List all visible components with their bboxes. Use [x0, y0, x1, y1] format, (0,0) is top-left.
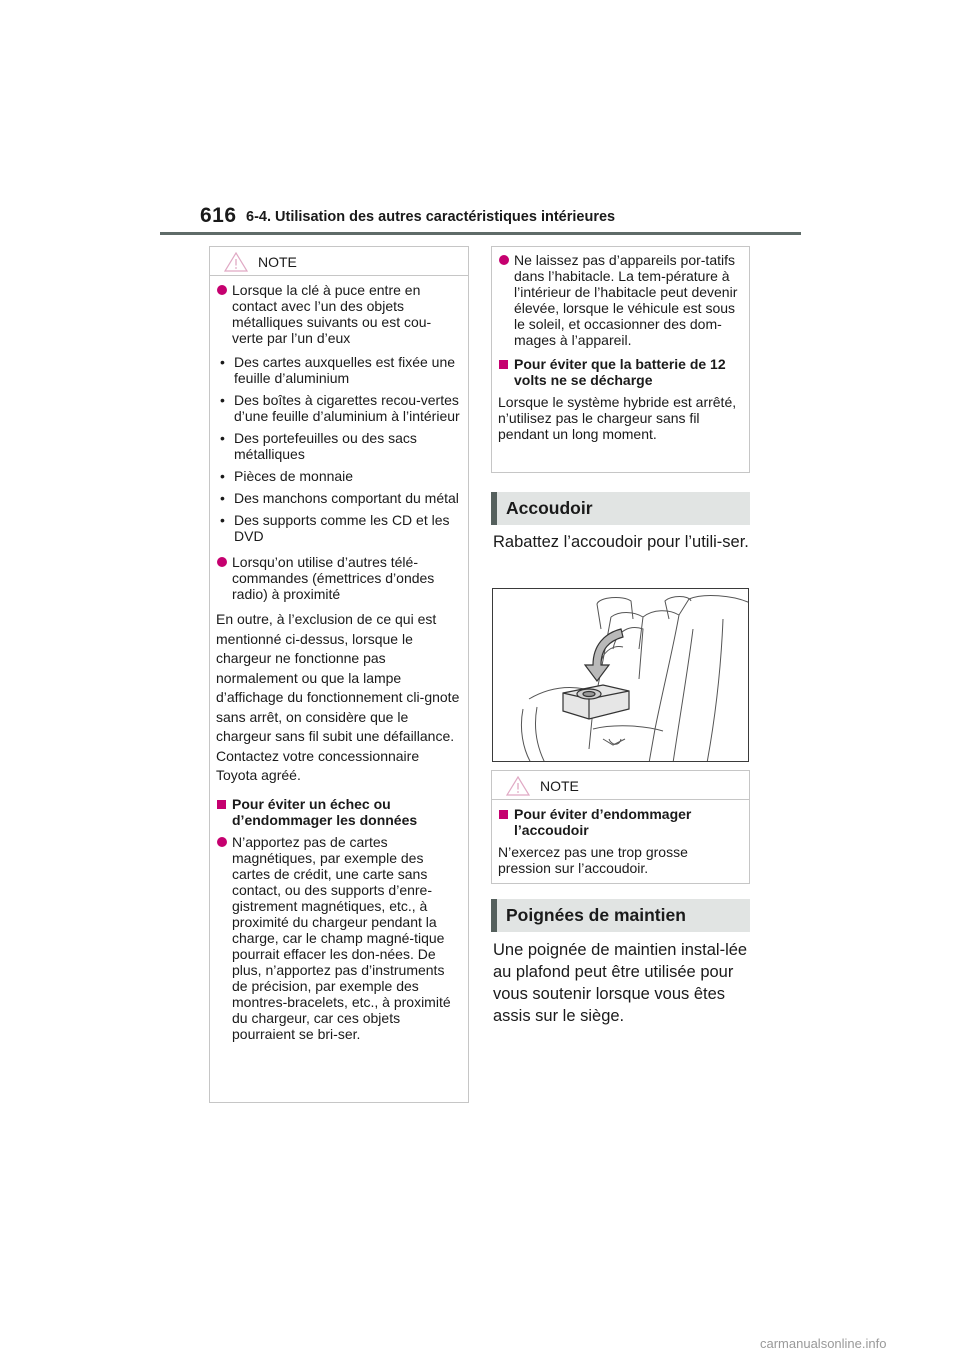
armrest-drawing	[493, 589, 749, 762]
note-box-continued	[491, 246, 750, 473]
square-bullet-icon	[499, 810, 508, 819]
square-bullet-icon	[217, 800, 226, 809]
heading-grab-handles: Poignées de maintien	[491, 899, 750, 932]
bullet-item: • Des boîtes à cigarettes recou-vertes d’une feuille d’aluminium à l’intérieur	[216, 392, 460, 424]
warning-triangle-icon	[224, 252, 248, 272]
bullet-item: • Des supports comme les CD et les DVD	[216, 512, 460, 544]
list-item: N’apportez pas de cartes magnétiques, par exemple des cartes de crédit, une carte sans contact, ou des supports d’enre-gistrement magnétiques, etc., à proximité du chargeur pendant la charge, car le champ magné-tique pourrait effacer les don-nées. De plus, n’apportez pas d’instruments de précision, par exemple des montres-bracelets, etc., à proximité du chargeur, car ces objets pourraient se bri-ser.	[216, 834, 460, 1042]
watermark: carmanualsonline.info	[760, 1336, 887, 1351]
bullet-dot-icon	[217, 837, 227, 847]
subheading: Pour éviter que la batterie de 12 volts ne se décharge	[498, 356, 741, 388]
note-body	[492, 800, 749, 876]
bullet-item: • Pièces de monnaie	[216, 468, 460, 484]
bullet-dot-icon	[217, 285, 227, 295]
note-header	[492, 771, 749, 800]
bullet-dot-icon	[499, 255, 509, 265]
bullet-item: • Des manchons comportant du métal	[216, 490, 460, 506]
grab-handles-text: Une poignée de maintien instal-lée au plafond peut être utilisée pour vous soutenir lorsque vous êtes assis sur le siège.	[493, 941, 748, 1025]
paragraph: En outre, à l’exclusion de ce qui est mentionné ci-dessus, lorsque le chargeur ne fonctionne pas normalement ou que la lampe d’affichage du fonctionnement cli-gnote sans arrêt, on considère que le chargeur sans fil subit une défaillance. Contactez votre concessionnaire Toyota agréé.	[216, 611, 460, 783]
note-header	[210, 247, 468, 276]
bullet-item: • Des cartes auxquelles est fixée une feuille d’aluminium	[216, 354, 460, 386]
note-label: NOTE	[540, 778, 579, 794]
section-title: 6-4. Utilisation des autres caractéristiques intérieures	[246, 209, 616, 225]
note-box-charger	[209, 246, 469, 1103]
list-item: Lorsque la clé à puce entre en contact avec l’un des objets métalliques suivants ou est cou-verte par l’un d’eux	[216, 282, 460, 346]
subheading: Pour éviter d’endommager l’accoudoir	[498, 806, 741, 838]
square-bullet-icon	[499, 360, 508, 369]
warning-triangle-icon	[506, 776, 530, 796]
note-body	[492, 247, 749, 442]
note-label: NOTE	[258, 254, 297, 270]
subheading: Pour éviter un échec ou d’endommager les données	[216, 796, 460, 828]
note-box-armrest	[491, 770, 750, 884]
bullet-item: • Des portefeuilles ou des sacs métalliques	[216, 430, 460, 462]
armrest-text: Rabattez l’accoudoir pour l’utili-ser.	[493, 533, 749, 551]
heading-armrest: Accoudoir	[491, 492, 750, 525]
armrest-illustration	[492, 588, 749, 762]
list-item: Lorsqu’on utilise d’autres télé-commandes (émettrices d’ondes radio) à proximité	[216, 554, 460, 602]
page-number: 616	[200, 204, 237, 227]
header-rule	[160, 232, 801, 235]
note-body	[210, 276, 468, 1042]
bullet-dot-icon	[217, 557, 227, 567]
paragraph: Lorsque le système hybride est arrêté, n’utilisez pas le chargeur sans fil pendant un long moment.	[498, 394, 737, 442]
list-item: Ne laissez pas d’appareils por-tatifs dans l’habitacle. La tem-pérature à l’intérieur de l’habitacle peut devenir élevée, lorsque le véhicule est sous le soleil, et occasionner des dom-mages à l’appareil.	[498, 252, 741, 348]
paragraph: N’exercez pas une trop grosse pression sur l’accoudoir.	[498, 844, 688, 876]
